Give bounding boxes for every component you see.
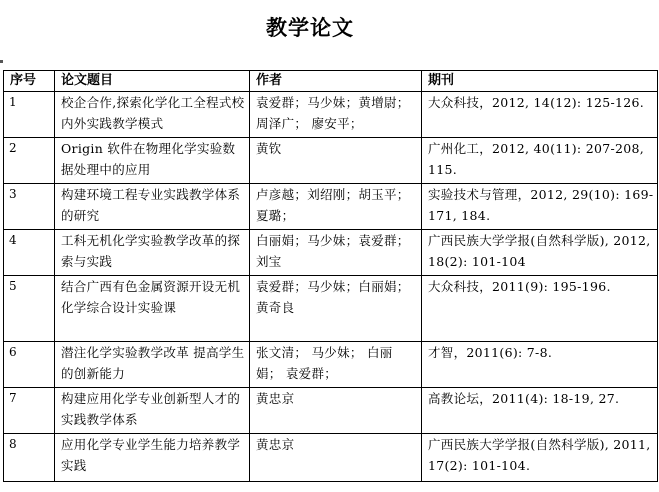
page-title: 教学论文 <box>266 15 354 40</box>
paper-title: 应用化学专业学生能力培养教学实践 <box>55 434 250 482</box>
paper-journal: 广西民族大学学报(自然科学版), 2011, 17(2): 101-104. <box>422 434 658 482</box>
header-authors: 作者 <box>250 71 422 92</box>
paper-journal: 广西民族大学学报(自然科学版), 2012, 18(2): 101-104 <box>422 230 658 276</box>
paper-journal: 高教论坛，2011(4): 18-19, 27. <box>422 388 658 434</box>
paper-journal: 才智，2011(6): 7-8. <box>422 342 658 388</box>
header-journal: 期刊 <box>422 71 658 92</box>
table-header-row <box>4 71 658 92</box>
table-row <box>4 434 658 482</box>
row-number: 3 <box>4 184 55 230</box>
paper-authors: 黄忠京 <box>250 434 422 482</box>
paper-authors: 黄忠京 <box>250 388 422 434</box>
paper-authors: 袁爱群；马少妹；黄增尉； 周泽广； 廖安平； <box>250 92 422 138</box>
paper-title: Origin 软件在物理化学实验数据处理中的应用 <box>55 138 250 184</box>
paper-authors: 卢彦越；刘绍刚；胡玉平；夏璐； <box>250 184 422 230</box>
paper-title: 工科无机化学实验教学改革的探索与实践 <box>55 230 250 276</box>
margin-corner-mark <box>0 60 3 63</box>
paper-journal: 广州化工，2012, 40(11): 207-208, 115. <box>422 138 658 184</box>
paper-authors: 黄钦 <box>250 138 422 184</box>
table-row <box>4 230 658 276</box>
paper-title: 潜注化学实验教学改革 提高学生的创新能力 <box>55 342 250 388</box>
paper-journal: 实验技术与管理，2012, 29(10): 169-171, 184. <box>422 184 658 230</box>
table-row <box>4 138 658 184</box>
table-row <box>4 184 658 230</box>
paper-authors: 袁爱群；马少妹；白丽娟； 黄奇良 <box>250 276 422 342</box>
table-row <box>4 276 658 342</box>
paper-title: 构建环境工程专业实践教学体系的研究 <box>55 184 250 230</box>
paper-journal: 大众科技，2011(9): 195-196. <box>422 276 658 342</box>
paper-title: 结合广西有色金属资源开设无机化学综合设计实验课 <box>55 276 250 342</box>
table-row <box>4 92 658 138</box>
header-title: 论文题目 <box>55 71 250 92</box>
row-number: 4 <box>4 230 55 276</box>
paper-title: 校企合作,探索化学化工全程式校内外实践教学模式 <box>55 92 250 138</box>
row-number: 7 <box>4 388 55 434</box>
paper-authors: 白丽娟；马少妹；袁爱群； 刘宝 <box>250 230 422 276</box>
row-number: 6 <box>4 342 55 388</box>
papers-table <box>3 70 658 482</box>
paper-journal: 大众科技，2012, 14(12): 125-126. <box>422 92 658 138</box>
row-number: 2 <box>4 138 55 184</box>
header-number: 序号 <box>4 71 55 92</box>
row-number: 5 <box>4 276 55 342</box>
paper-authors: 张文清； 马少妹； 白丽娟； 袁爱群； <box>250 342 422 388</box>
table-row <box>4 342 658 388</box>
row-number: 1 <box>4 92 55 138</box>
paper-title: 构建应用化学专业创新型人才的实践教学体系 <box>55 388 250 434</box>
table-row <box>4 388 658 434</box>
row-number: 8 <box>4 434 55 482</box>
